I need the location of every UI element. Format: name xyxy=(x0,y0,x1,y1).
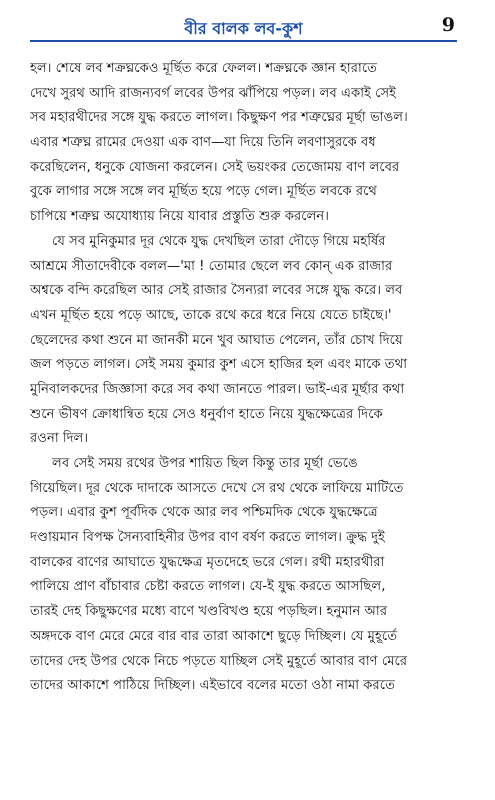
text-line: লব সেই সময় রথের উপর শায়িত ছিল কিন্তু তার মূর্ছা ভেঙে xyxy=(52,456,358,471)
running-title: বীর বালক লব-কুশ xyxy=(184,19,303,38)
text-line: করেছিলেন, ধনুকে যোজনা করলেন। সেই ভয়ংকর তেজোময় বাণ লবের xyxy=(30,159,400,175)
text-line: ছেলেদের কথা শুনে মা জানকী মনে খুব আঘাত পেলেন, তাঁর চোখ দিয়ে xyxy=(30,332,403,348)
text-line: বালকের বাণের আঘাতে যুদ্ধক্ষেত্র মৃতদেহে ভরে গেল। রথী মহারথীরা xyxy=(30,554,385,570)
text-line: সব মহারথীদের সঙ্গে যুদ্ধ করতে লাগল। কিছুক্ষণ পর শত্রুঘ্নের মূর্ছা ভাঙল। xyxy=(30,110,408,126)
paragraph-3 xyxy=(30,452,462,699)
text-line: অঙ্গদকে বাণ মেরে মেরে বার বার তারা আকাশে ছুড়ে দিচ্ছিল। যে মুহূর্তে xyxy=(30,628,398,644)
text-line: বুকে লাগার সঙ্গে সঙ্গে লব মূর্ছিত হয়ে পড়ে গেল। মূর্ছিত লবকে রথে xyxy=(30,184,377,200)
text-line: আশ্রমে সীতাদেবীকে বলল—'মা ! তোমার ছেলে লব কোন্ এক রাজার xyxy=(30,258,393,274)
text-line: পালিয়ে প্রাণ বাঁচাবার চেষ্টা করতে লাগল। যে-ই যুদ্ধ করতে আসছিল, xyxy=(30,579,386,595)
text-line: তাদের আকাশে পাঠিয়ে দিচ্ছিল। এইভাবে বলের মতো ওঠা নামা করতে xyxy=(30,678,395,694)
text-line: এখন মূর্ছিত হয়ে পড়ে আছে, তাকে রথে করে ধরে নিয়ে যেতে চাইছে।' xyxy=(30,307,392,323)
text-line: পড়ল। এবার কুশ পূর্বদিক থেকে আর লব পশ্চিমদিক থেকে যুদ্ধক্ষেত্রে xyxy=(30,505,378,521)
text-line: শুনে ভীষণ ক্রোধান্বিত হয়ে সেও ধনুর্বাণ হাতে নিয়ে যুদ্ধক্ষেত্রের দিকে xyxy=(30,406,383,422)
text-line: গিয়েছিল। দূর থেকে দাদাকে আসতে দেখে সে রথ থেকে লাফিয়ে মাটিতে xyxy=(30,480,404,496)
text-line: রওনা দিল। xyxy=(30,431,89,447)
text-line: অশ্বকে বন্দি করেছিল আর সেই রাজার সৈন্যরা লবের সঙ্গে যুদ্ধ করে। লব xyxy=(30,283,403,299)
text-line: যে সব মুনিকুমার দূর থেকে যুদ্ধ দেখছিল তারা দৌড়ে গিয়ে মহর্ষির xyxy=(52,233,386,249)
text-line: এবার শত্রুঘ্ন রামের দেওয়া এক বাণ—যা দিয়ে তিনি লবণাসুরকে বধ xyxy=(30,135,376,151)
text-line: দণ্ডায়মান বিপক্ষ সৈন্যবাহিনীর উপর বাণ বর্ষণ করতে লাগল। ক্রুদ্ধ দুই xyxy=(30,530,385,546)
text-line: তাদের দেহ উপর থেকে নিচে পড়তে যাচ্ছিল সেই মুহূর্তে আবার বাণ মেরে xyxy=(30,653,408,669)
text-line: দেখে সুরথ আদি রাজন্যবর্গ লবের উপর ঝাঁপিয়ে পড়ল। লব একাই সেই xyxy=(30,85,397,101)
paragraph-2 xyxy=(30,230,462,452)
text-line: মুনিবালকদের জিজ্ঞাসা করে সব কথা জানতে পারল। ভাই-এর মূর্ছার কথা xyxy=(30,381,405,397)
body-text xyxy=(30,57,462,699)
text-line: জল পড়তে লাগল। সেই সময় কুমার কুশ এসে হাজির হল এবং মাকে তথা xyxy=(30,357,408,373)
paragraph-1 xyxy=(30,57,462,230)
text-line: তারই দেহ কিছুক্ষণের মধ্যে বাণে খণ্ডবিখণ্ড হয়ে পড়ছিল। হনুমান আর xyxy=(30,604,388,620)
page-number: 9 xyxy=(441,14,455,36)
text-line: চাপিয়ে শত্রুঘ্ন অযোধ্যায় নিয়ে যাবার প্রস্তুতি শুরু করলেন। xyxy=(30,209,330,225)
text-line: হল। শেষে লব শক্রঘ্নকেও মূর্ছিত করে ফেলল। শক্রঘ্নকে জ্ঞান হারাতে xyxy=(30,61,378,76)
header-rule xyxy=(30,40,457,42)
page-header xyxy=(30,16,457,50)
